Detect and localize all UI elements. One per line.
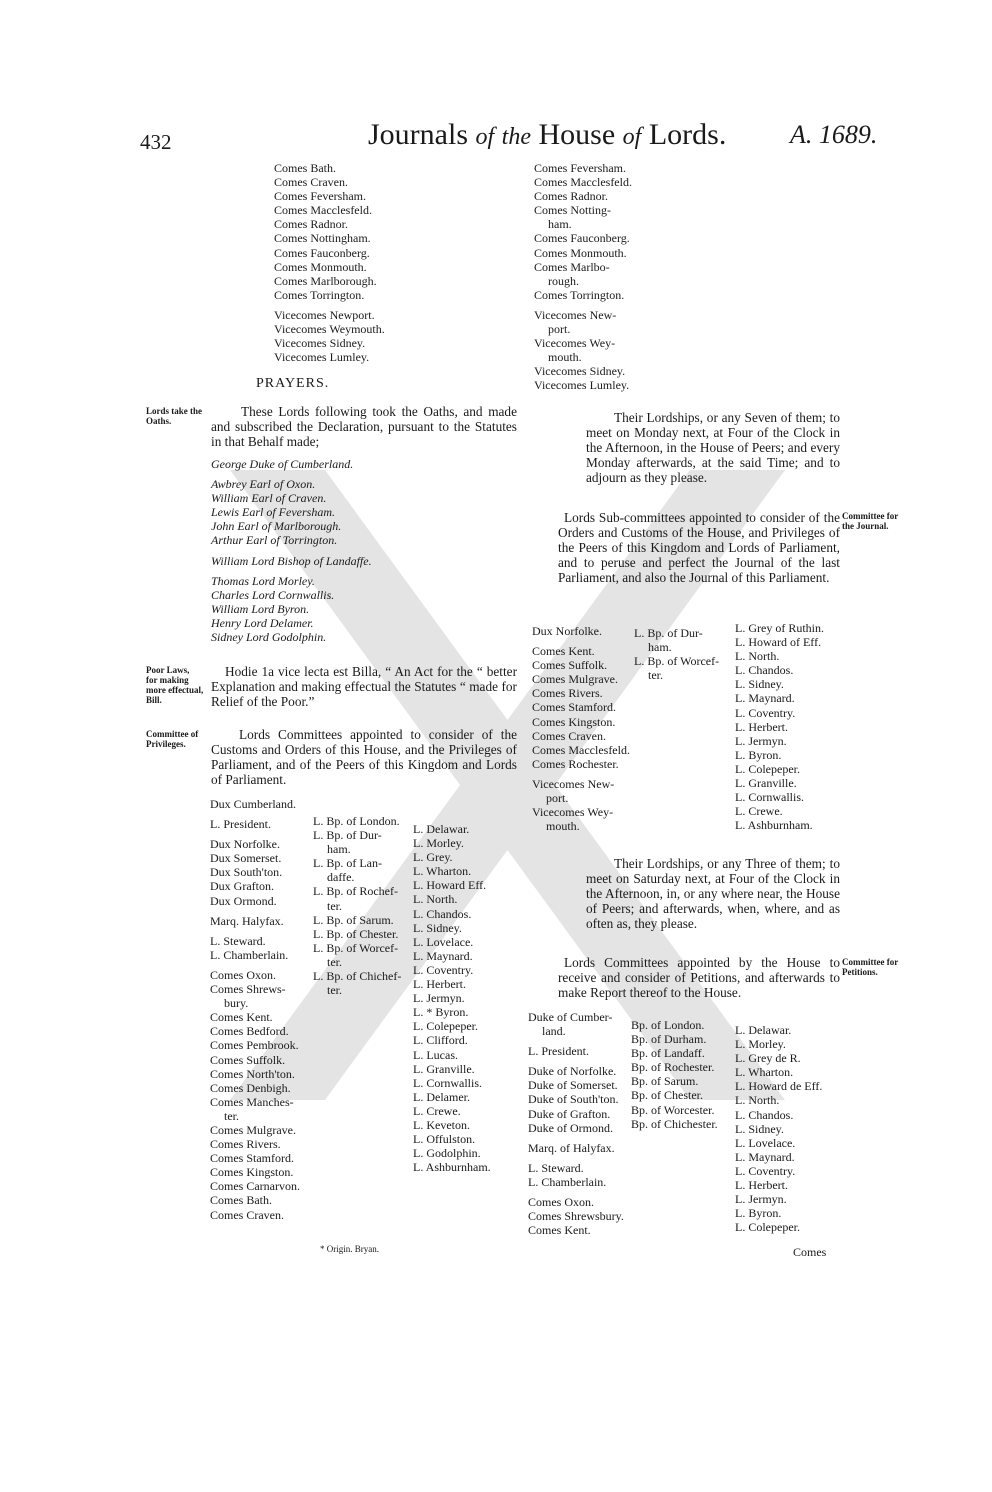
margin-note-journal: Committee for the Journal. [842, 511, 899, 531]
list-item: Awbrey Earl of Oxon. [211, 477, 316, 492]
list-item: L. Delawar. [735, 1023, 792, 1037]
three-paragraph: Their Lordships, or any Three of them; to meet on Saturday next, at Four of the Clock in the Afternoon, in, or any where near, the House of Peers; and afterwards, when, where, and as often as, they please. [586, 856, 840, 931]
list-item: rough. [548, 273, 579, 288]
list-item: William Lord Bishop of Landaffe. [211, 553, 372, 568]
list-item: L. Jermyn. [735, 1192, 787, 1207]
list-item: L. Bp. of Rochef- [313, 884, 398, 899]
list-item: Dux Norfolke. [210, 837, 280, 852]
list-item: L. Cornwallis. [735, 790, 804, 805]
left-comes-list [274, 161, 385, 364]
list-item: Comes Shrews- [210, 982, 286, 997]
list-item: Vicecomes Lumley. [534, 378, 630, 393]
list-item: L. Bp. of Lan- [313, 856, 382, 871]
list-item: Duke of Somerset. [528, 1078, 618, 1093]
margin-note-privileges: Committee of Privileges. [146, 729, 199, 749]
list-item: L. Byron. [735, 1206, 782, 1221]
list-item: ham. [327, 842, 351, 857]
prayers-heading: PRAYERS. [256, 376, 330, 391]
list-item: Comes Oxon. [210, 967, 276, 982]
list-item: L. Grey. [413, 850, 453, 865]
list-item: L. Lucas. [413, 1047, 458, 1062]
list-item: Comes Suffolk. [210, 1052, 286, 1067]
list-item: Comes Macclesfeld. [532, 742, 630, 757]
journal-paragraph: Lords Sub-committees appointed to consider of the Orders and Customs of the House, and Privileges of the Peers of this Kingdom and Lords of Parliament, and to peruse and perfect the Journal of the last Parliament, and also the Journal of this Parliament. [558, 510, 840, 585]
list-item: L. North. [413, 892, 458, 907]
list-item: Sidney Lord Godolphin. [211, 630, 327, 645]
list-item: Dux Norfolke. [532, 624, 602, 638]
list-item: Comes Rivers. [210, 1137, 281, 1152]
list-item: Comes Notting- [534, 203, 611, 218]
list-item: L. Herbert. [735, 1178, 788, 1193]
list-item: L. President. [210, 817, 271, 832]
page-title: Journals of the House of Lords. [368, 118, 727, 151]
list-item: L. North. [735, 1093, 780, 1108]
list-item: Duke of South'ton. [528, 1092, 619, 1107]
list-item: L. Clifford. [413, 1033, 468, 1048]
list-item: Duke of Norfolke. [528, 1064, 617, 1079]
list-item: mouth. [546, 819, 580, 834]
list-item: Duke of Grafton. [528, 1106, 611, 1121]
list-item: L. Bp. of London. [313, 814, 400, 828]
list-item: Comes Torrington. [274, 287, 365, 302]
list-item: Comes Kingston. [210, 1165, 294, 1180]
list-item: L. Godolphin. [413, 1146, 481, 1161]
list-item: Comes Bath. [210, 1193, 272, 1208]
list-item: L. Howard of Eff. [735, 635, 822, 650]
list-item: Vicecomes Sidney. [534, 364, 626, 379]
list-item: Thomas Lord Morley. [211, 573, 315, 588]
list-item: L. Granville. [735, 776, 797, 791]
list-item: L. Howard Eff. [413, 878, 487, 893]
list-item: Dux Ormond. [210, 893, 277, 908]
list-item: Comes Denbigh. [210, 1080, 291, 1095]
petitions-col-lords [735, 1023, 822, 1234]
journal-col-earls [532, 624, 630, 833]
journal-col-bishops [634, 626, 719, 682]
list-item: Comes Marlborough. [274, 273, 377, 288]
page-number: 432 [140, 130, 172, 154]
list-item: Comes Kent. [532, 644, 595, 659]
catchword: Comes [793, 1245, 827, 1259]
list-item: Bp. of Chichester. [631, 1116, 718, 1131]
privileges-col-bishops [313, 814, 401, 997]
list-item: Bp. of Landaff. [631, 1046, 705, 1061]
list-item: ter. [224, 1108, 239, 1123]
list-item: L. Chandos. [735, 663, 794, 678]
list-item: L. Jermyn. [735, 733, 787, 748]
list-item: Comes Bath. [274, 161, 336, 175]
list-item: mouth. [548, 350, 582, 365]
list-item: Comes Craven. [274, 175, 348, 190]
list-item: L. Grey of Ruthin. [735, 621, 824, 635]
list-item: L. Morley. [735, 1037, 786, 1052]
list-item: L. Granville. [413, 1061, 475, 1076]
list-item: William Earl of Craven. [211, 491, 327, 506]
list-item: L. Colepeper. [413, 1019, 478, 1034]
list-item: Arthur Earl of Torrington. [211, 533, 338, 548]
year: A. 1689. [790, 120, 878, 149]
list-item: Bp. of Durham. [631, 1032, 707, 1047]
list-item: L. Delawar. [413, 822, 470, 836]
list-item: Comes Monmouth. [534, 245, 627, 260]
list-item: L. Bp. of Sarum. [313, 912, 394, 927]
list-item: L. Bp. of Chichef- [313, 969, 402, 984]
list-item: port. [546, 791, 569, 806]
list-item: L. Maynard. [735, 1149, 795, 1164]
list-item: Comes Torrington. [534, 287, 625, 302]
list-item: L. Herbert. [413, 977, 466, 992]
list-item: L. North. [735, 649, 780, 664]
right-top-list [534, 161, 632, 393]
list-item: Vicecomes Wey- [532, 805, 614, 820]
list-item: L. Sidney. [735, 677, 784, 692]
list-item: L. Ashburnham. [735, 818, 813, 833]
list-item: Comes Shrewsbury. [528, 1209, 624, 1224]
list-item: Comes Feversham. [274, 189, 366, 204]
list-item: Vicecomes Wey- [534, 336, 616, 351]
list-item: L. Delamer. [413, 1089, 470, 1104]
list-item: John Earl of Marlborough. [211, 519, 342, 534]
journal-col-lords [735, 621, 824, 832]
list-item: L. Bp. of Chester. [313, 926, 399, 941]
list-item: ter. [327, 898, 342, 913]
list-item: Vicecomes Sidney. [274, 336, 366, 351]
list-item: Comes Manches- [210, 1094, 294, 1109]
list-item: L. Byron. [735, 747, 782, 762]
list-item: Dux Grafton. [210, 879, 274, 894]
list-item: Comes Craven. [532, 728, 606, 743]
petitions-col-dukes [528, 1010, 624, 1237]
footnote: * Origin. Bryan. [320, 1244, 379, 1254]
list-item: Comes Rochester. [532, 756, 619, 771]
list-item: L. Keveton. [413, 1117, 470, 1132]
margin-note-oaths: Lords take the Oaths. [146, 406, 202, 426]
list-item: Henry Lord Delamer. [211, 615, 314, 630]
privileges-col-lords [413, 822, 491, 1174]
list-item: Bp. of Sarum. [631, 1074, 699, 1089]
list-item: L. Chamberlain. [210, 947, 289, 962]
list-item: L. Crewe. [735, 804, 783, 819]
list-item: Duke of Cumber- [528, 1010, 613, 1024]
list-item: L. Bp. of Dur- [313, 828, 382, 843]
petitions-paragraph: Lords Committees appointed by the House to receive and consider of Petitions, and afterwards to make Report thereof to the House. [558, 955, 840, 1000]
list-item: Comes Kent. [528, 1223, 591, 1238]
list-item: Vicecomes Weymouth. [274, 322, 385, 337]
list-item: Comes Kingston. [532, 714, 616, 729]
list-item: L. Sidney. [413, 920, 462, 935]
margin-note-poor-laws: Poor Laws, for making more effectual, Bill. [146, 665, 204, 705]
list-item: Dux Somerset. [210, 851, 282, 866]
list-item: Comes Stamford. [532, 700, 616, 715]
list-item: Comes Oxon. [528, 1195, 594, 1210]
poor-laws-paragraph: Hodie 1a vice lecta est Billa, “ An Act for the “ better Explanation and making effectual the Statutes “ made for Relief of the Poor.” [211, 664, 517, 709]
list-item: Vicecomes New- [532, 776, 615, 791]
list-item: ter. [327, 954, 342, 969]
list-item: L. Coventry. [735, 1163, 796, 1178]
list-item: Marq. Halyfax. [210, 913, 284, 928]
list-item: Comes Macclesfeld. [274, 203, 372, 218]
list-item: L. Bp. of Worcef- [313, 940, 399, 955]
list-item: Dux Cumberland. [210, 797, 296, 811]
list-item: Vicecomes New- [534, 307, 617, 322]
list-item: Bp. of Rochester. [631, 1060, 715, 1075]
list-item: L. Morley. [413, 836, 464, 851]
list-item: ter. [327, 983, 342, 998]
list-item: Comes Radnor. [274, 217, 348, 232]
list-item: Comes Kent. [210, 1010, 273, 1025]
list-item: L. Colepeper. [735, 761, 800, 776]
margin-note-petitions: Committee for Petitions. [842, 957, 899, 977]
list-item: L. Lovelace. [735, 1135, 796, 1150]
list-item: Marq. of Halyfax. [528, 1140, 615, 1155]
seven-paragraph: Their Lordships, or any Seven of them; to meet on Monday next, at Four of the Clock in the Afternoon, in the House of Peers; and every Monday afterwards, at the said Time; and to adjourn as they please. [586, 410, 840, 485]
petitions-col-bishops [631, 1018, 718, 1131]
list-item: Comes Radnor. [534, 189, 608, 204]
list-item: L. President. [528, 1044, 589, 1059]
list-item: L. Cornwallis. [413, 1075, 482, 1090]
list-item: Comes Marlbo- [534, 259, 610, 274]
list-item: Comes Mulgrave. [210, 1122, 296, 1137]
list-item: L. Chamberlain. [528, 1174, 607, 1189]
list-item: Comes Carnarvon. [210, 1179, 300, 1194]
list-item: Comes Feversham. [534, 161, 626, 175]
list-item: L. Colepeper. [735, 1220, 800, 1235]
list-item: Comes Nottingham. [274, 231, 371, 246]
list-item: L. Offulston. [413, 1132, 476, 1147]
list-item: Comes Pembrook. [210, 1038, 299, 1053]
list-item: L. Maynard. [413, 948, 473, 963]
list-item: L. Steward. [210, 933, 266, 948]
list-item: L. Howard de Eff. [735, 1079, 823, 1094]
list-item: ham. [548, 217, 572, 232]
list-item: ham. [648, 640, 672, 655]
oaths-paragraph: These Lords following took the Oaths, and made and subscribed the Declaration, pursuant to the Statutes in that Behalf made; [211, 404, 517, 449]
privileges-col-dukes-earls [210, 797, 300, 1222]
list-item: Duke of Ormond. [528, 1120, 613, 1135]
list-item: Comes Macclesfeld. [534, 175, 632, 190]
list-item: Comes Monmouth. [274, 259, 367, 274]
list-item: Bp. of Worcester. [631, 1102, 715, 1117]
list-item: L. Chandos. [413, 906, 472, 921]
list-item: L. Ashburnham. [413, 1160, 491, 1175]
list-item: L. Coventry. [735, 705, 796, 720]
list-item: L. Wharton. [413, 864, 472, 879]
list-item: L. Bp. of Worcef- [634, 654, 720, 669]
list-item: Comes Suffolk. [532, 658, 608, 673]
list-item: Lewis Earl of Feversham. [211, 505, 335, 520]
list-item: L. Grey de R. [735, 1051, 801, 1066]
list-item: Comes Fauconberg. [274, 245, 370, 260]
list-item: Comes Stamford. [210, 1151, 294, 1166]
list-item: L. Chandos. [735, 1107, 794, 1122]
list-item: Comes Craven. [210, 1207, 284, 1222]
list-item: port. [548, 322, 571, 337]
list-item: Vicecomes Lumley. [274, 350, 370, 365]
oaths-lords-list [211, 457, 372, 644]
list-item: ter. [648, 668, 663, 683]
list-item: Comes Mulgrave. [532, 672, 618, 687]
list-item: L. Herbert. [735, 719, 788, 734]
list-item: L. Maynard. [735, 691, 795, 706]
list-item: L. Bp. of Dur- [634, 626, 703, 640]
list-item: L. * Byron. [413, 1005, 469, 1020]
list-item: Charles Lord Cornwallis. [211, 587, 335, 602]
list-item: Bp. of Chester. [631, 1088, 703, 1103]
list-item: L. Lovelace. [413, 934, 474, 949]
list-item: William Lord Byron. [211, 601, 310, 616]
list-item: Comes Fauconberg. [534, 231, 630, 246]
list-item: land. [542, 1024, 566, 1039]
list-item: daffe. [327, 870, 355, 885]
list-item: Comes Rivers. [532, 686, 603, 701]
list-item: bury. [224, 996, 249, 1011]
list-item: Comes Bedford. [210, 1024, 289, 1039]
list-item: George Duke of Cumberland. [211, 457, 354, 471]
privileges-paragraph: Lords Committees appointed to consider of the Customs and Orders of this House, and the Privileges of Parliament, and of the Peers of this Kingdom and Lords of Parliament. [211, 727, 517, 787]
list-item: Bp. of London. [631, 1018, 705, 1032]
list-item: L. Coventry. [413, 962, 474, 977]
list-item: Comes North'ton. [210, 1066, 295, 1081]
list-item: L. Wharton. [735, 1065, 794, 1080]
list-item: L. Steward. [528, 1160, 584, 1175]
list-item: Dux South'ton. [210, 865, 283, 880]
list-item: L. Sidney. [735, 1121, 784, 1136]
list-item: L. Crewe. [413, 1103, 461, 1118]
list-item: Vicecomes Newport. [274, 307, 375, 322]
list-item: L. Jermyn. [413, 991, 465, 1006]
